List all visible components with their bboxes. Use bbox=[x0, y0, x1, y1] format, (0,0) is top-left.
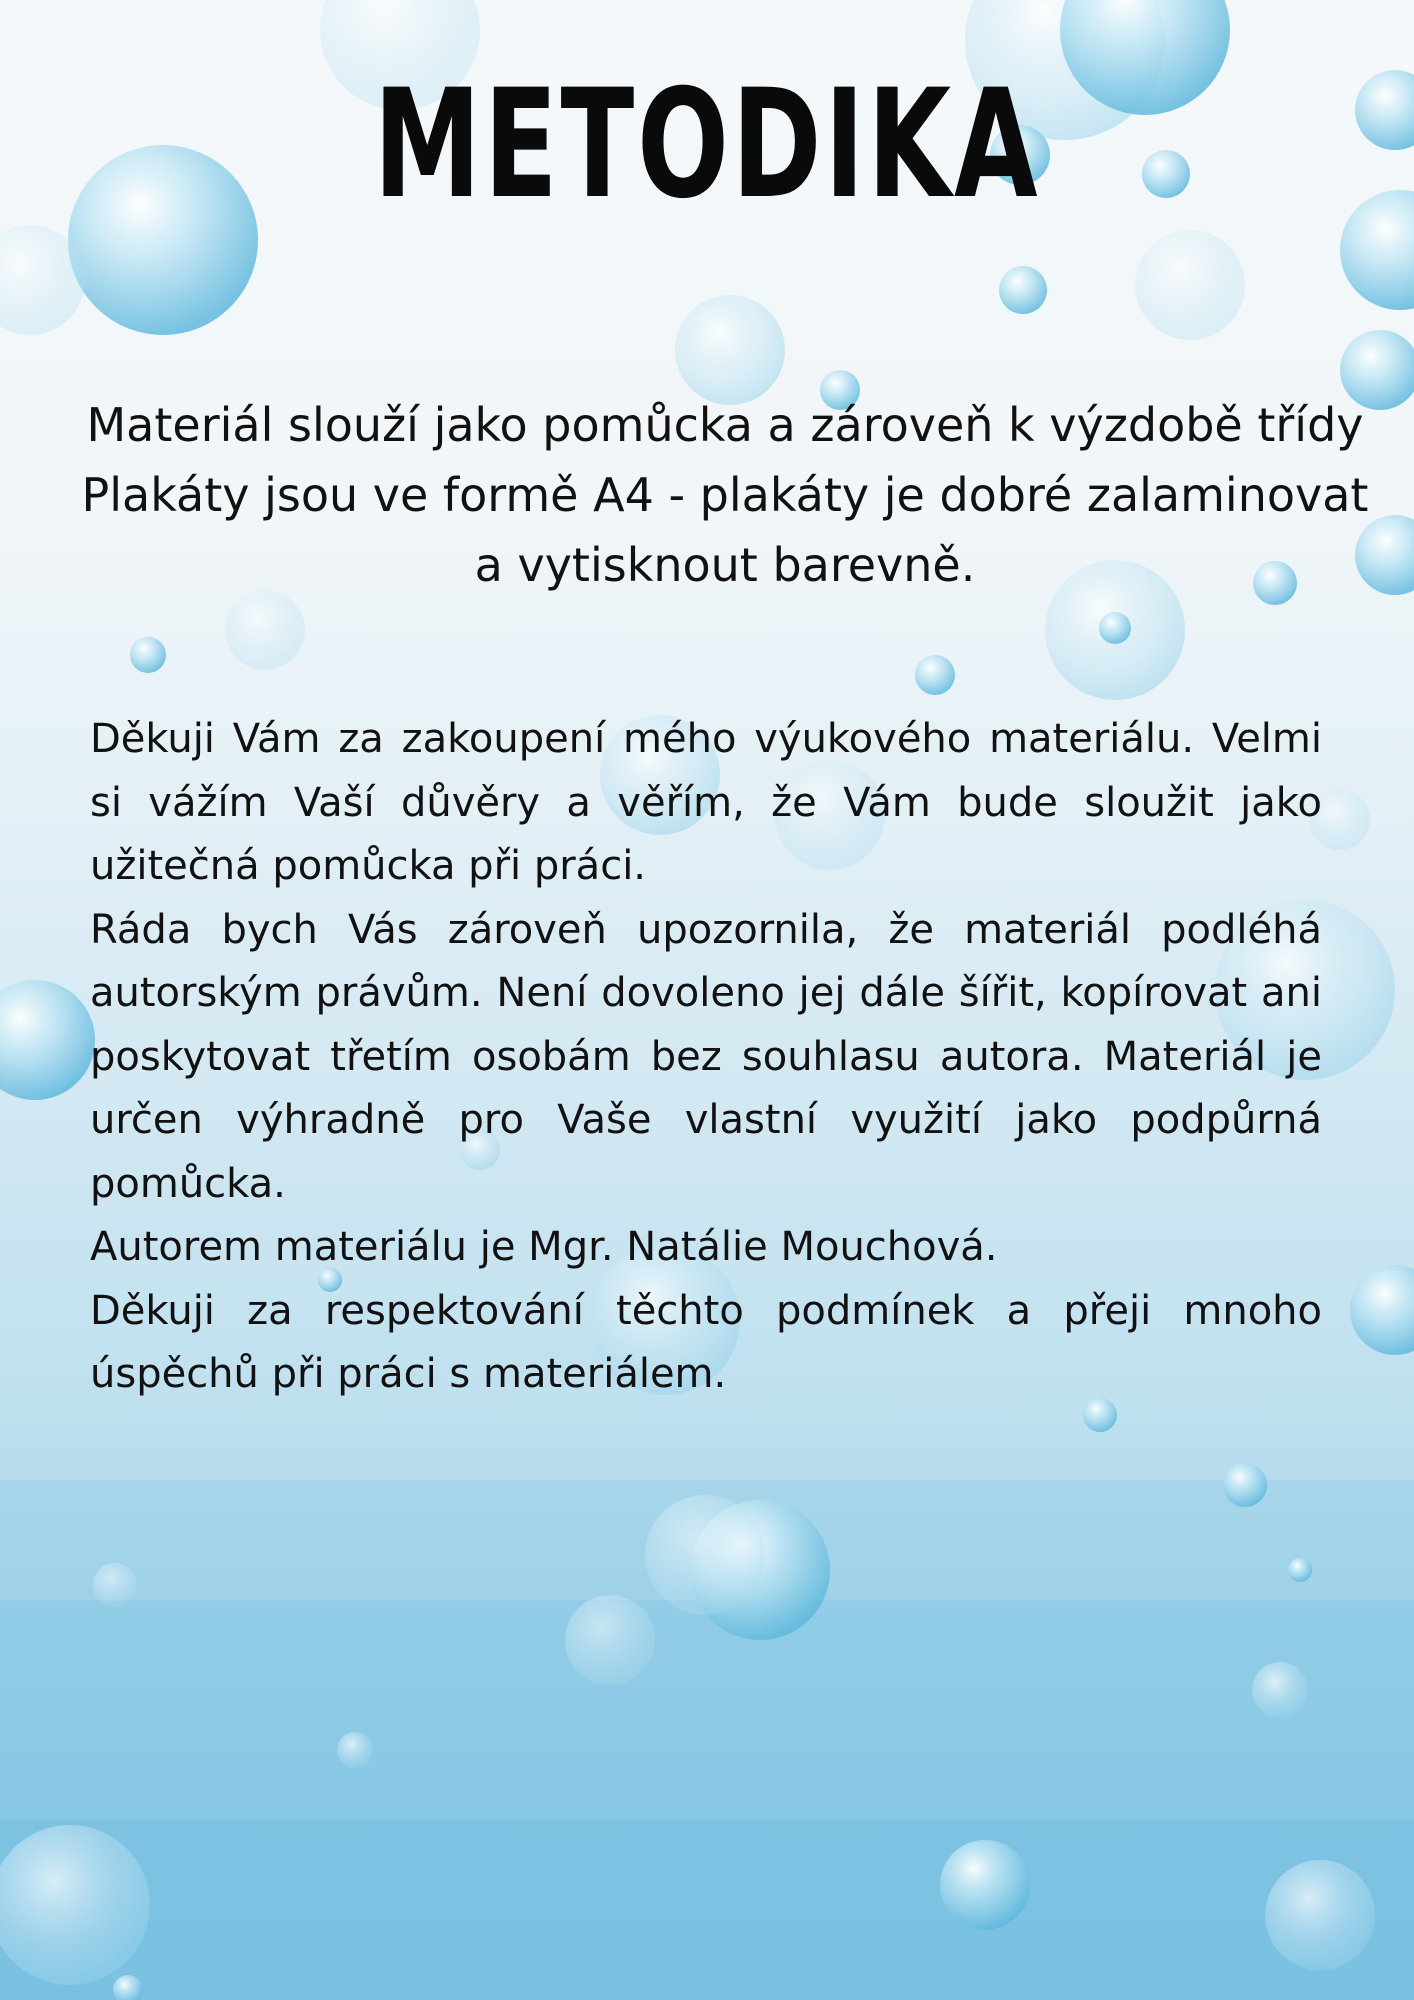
body-text bbox=[90, 708, 1322, 1407]
body-paragraph: Autorem materiálu je Mgr. Natálie Mouchová. bbox=[90, 1224, 998, 1270]
page-title: METODIKA bbox=[373, 58, 1041, 232]
body-paragraph: Ráda bych Vás zároveň upozornila, že materiál podléhá autorským právům. Není dovoleno jej dále šířit, kopírovat ani poskytovat třetím osobám bez souhlasu autora. Materiál je určen výhradně pro Vaše vlastní využití jako podpůrná pomůcka. bbox=[90, 906, 1322, 1207]
body-paragraph: Děkuji za respektování těchto podmínek a přeji mnoho úspěchů při práci s materiálem. bbox=[90, 1287, 1322, 1397]
intro-block bbox=[70, 390, 1380, 600]
intro-line: a vytisknout barevně. bbox=[474, 538, 976, 592]
intro-line: Materiál slouží jako pomůcka a zároveň k výzdobě třídy bbox=[86, 398, 1364, 452]
body-paragraph: Děkuji Vám za zakoupení mého výukového materiálu. Velmi si vážím Vaší důvěry a věřím, že Vám bude sloužit jako užitečná pomůcka při práci. bbox=[90, 716, 1322, 889]
intro-line: Plakáty jsou ve formě A4 - plakáty je dobré zalaminovat bbox=[81, 468, 1369, 522]
